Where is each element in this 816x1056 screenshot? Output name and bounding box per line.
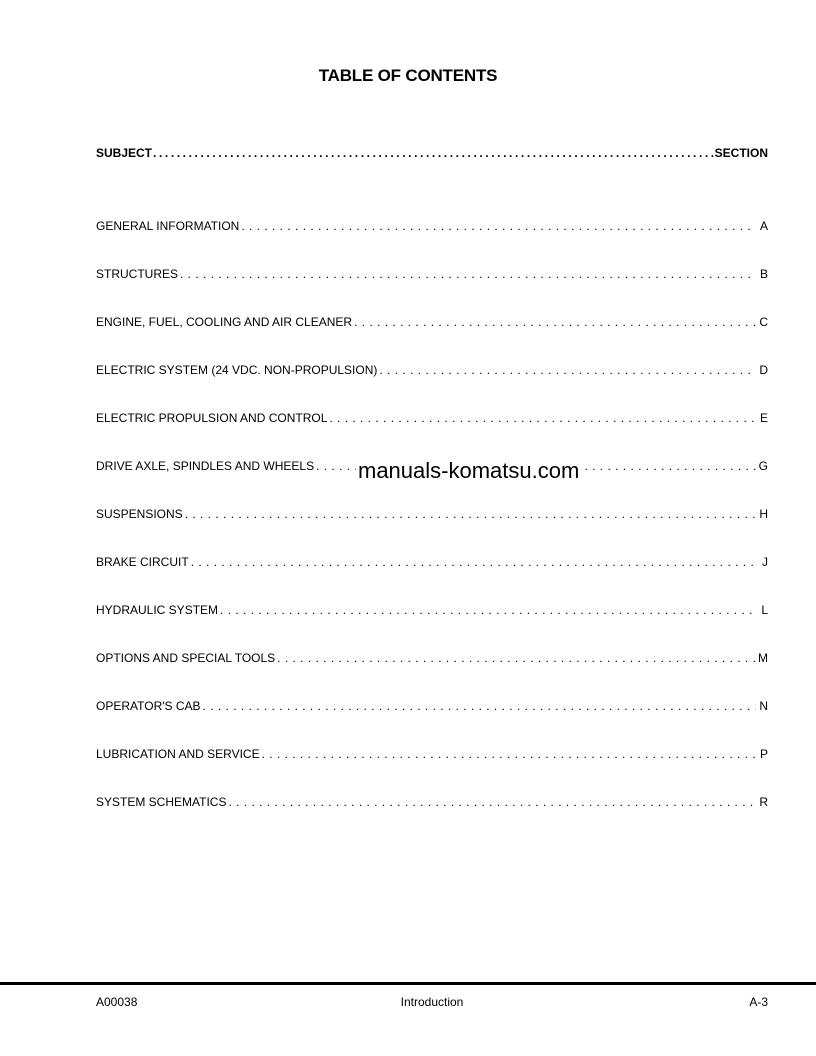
toc-entry-section: B <box>759 267 768 281</box>
footer-document-id: A00038 <box>96 995 138 1009</box>
watermark: manuals-komatsu.com <box>358 458 580 483</box>
toc-entry-label: BRAKE CIRCUIT <box>96 555 189 569</box>
dot-leader <box>178 266 756 282</box>
toc-entry-label: ENGINE, FUEL, COOLING AND AIR CLEANER <box>96 315 353 329</box>
toc-entry-label: LUBRICATION AND SERVICE <box>96 747 260 761</box>
toc-entry-label: ELECTRIC PROPULSION AND CONTROL <box>96 411 328 425</box>
dot-leader <box>189 554 756 570</box>
dot-leader <box>183 506 756 522</box>
toc-entry-section: A <box>759 219 768 233</box>
toc-entry-section: L <box>761 603 768 617</box>
toc-entry-section: C <box>759 315 768 329</box>
subject-column-label: SUBJECT <box>96 146 153 160</box>
dot-leader <box>226 794 756 810</box>
toc-entry-label: ELECTRIC SYSTEM (24 VDC. NON-PROPULSION) <box>96 363 378 377</box>
toc-entry-section: R <box>759 795 768 809</box>
toc-entry-section: H <box>759 507 768 521</box>
toc-entry-suspensions[interactable] <box>96 506 768 554</box>
dot-leader <box>352 314 756 330</box>
toc-entry-section: N <box>759 699 768 713</box>
toc-entry-section: J <box>762 555 768 569</box>
toc-entry-structures[interactable] <box>96 266 768 314</box>
toc-entry-options-special-tools[interactable] <box>96 650 768 698</box>
toc-entry-system-schematics[interactable] <box>96 794 768 842</box>
toc-list <box>96 218 768 842</box>
toc-header-row <box>96 146 768 160</box>
dot-leader <box>377 362 756 378</box>
section-column-label: SECTION <box>714 146 768 160</box>
toc-entry-brake-circuit[interactable] <box>96 554 768 602</box>
toc-entry-general-information[interactable] <box>96 218 768 266</box>
toc-entry-hydraulic-system[interactable] <box>96 602 768 650</box>
toc-entry-lubrication-service[interactable] <box>96 746 768 794</box>
toc-entry-label: OPERATOR'S CAB <box>96 699 201 713</box>
toc-entry-label: DRIVE AXLE, SPINDLES AND WHEELS <box>96 459 315 473</box>
page-title: TABLE OF CONTENTS <box>318 66 498 85</box>
toc-entry-electric-system[interactable] <box>96 362 768 410</box>
dot-leader <box>239 218 756 234</box>
footer-chapter: Introduction <box>400 995 464 1009</box>
toc-entry-label: STRUCTURES <box>96 267 179 281</box>
toc-entry-electric-propulsion[interactable] <box>96 410 768 458</box>
toc-entry-label: SUSPENSIONS <box>96 507 183 521</box>
toc-entry-section: D <box>759 363 768 377</box>
footer-page-number: A-3 <box>749 995 768 1009</box>
toc-entry-label: HYDRAULIC SYSTEM <box>96 603 219 617</box>
dot-leader <box>275 650 756 666</box>
toc-entry-section: E <box>759 411 768 425</box>
dot-leader <box>260 746 756 762</box>
toc-entry-section: G <box>758 459 768 473</box>
dot-leader <box>152 146 715 160</box>
toc-entry-section: M <box>758 651 768 665</box>
footer-divider <box>0 982 816 985</box>
toc-entry-label: SYSTEM SCHEMATICS <box>96 795 227 809</box>
toc-entry-label: GENERAL INFORMATION <box>96 219 240 233</box>
toc-entry-label: OPTIONS AND SPECIAL TOOLS <box>96 651 276 665</box>
toc-entry-engine-fuel-cooling[interactable] <box>96 314 768 362</box>
dot-leader <box>218 602 756 618</box>
dot-leader <box>201 698 756 714</box>
dot-leader <box>327 410 756 426</box>
toc-entry-operators-cab[interactable] <box>96 698 768 746</box>
toc-entry-section: P <box>759 747 768 761</box>
